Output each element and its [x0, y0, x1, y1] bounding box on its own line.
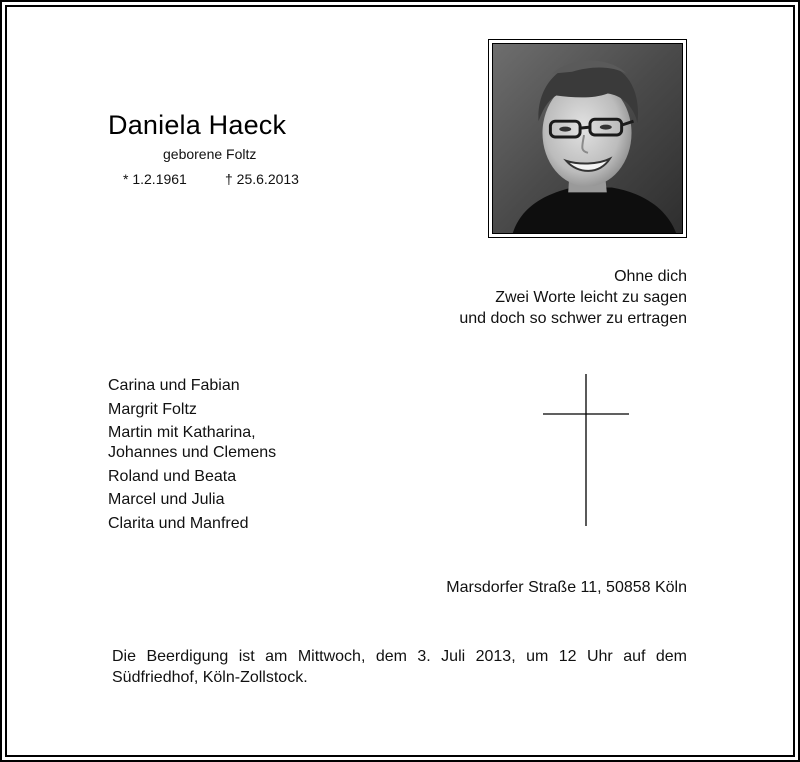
portrait-photo-frame — [488, 39, 687, 238]
mourner-entry: Johannes und Clemens — [108, 444, 277, 461]
death-date: † 25.6.2013 — [225, 171, 299, 187]
poem-line: und doch so schwer zu ertragen — [459, 310, 687, 327]
funeral-notice: Die Beerdigung ist am Mittwoch, dem 3. Juli 2013, um 12 Uhr auf dem Südfriedhof, Köln-Zollstock. — [112, 648, 687, 686]
poem — [459, 266, 687, 329]
mourner-entry: Clarita und Manfred — [108, 514, 249, 532]
mourner-entry: Margrit Foltz — [108, 400, 197, 418]
mourner-entry: Martin mit Katharina, — [108, 424, 256, 441]
deceased-name: Daniela Haeck — [108, 110, 287, 140]
birth-date: * 1.2.1961 — [123, 171, 187, 187]
mourners-list — [108, 376, 276, 537]
portrait-photo — [492, 43, 683, 234]
birth-name: geborene Foltz — [163, 146, 257, 162]
mourner-entry: Carina und Fabian — [108, 377, 240, 394]
latin-cross-icon — [540, 374, 632, 526]
mourner-entry: Marcel und Julia — [108, 491, 225, 508]
mourner-entry: Roland und Beata — [108, 467, 237, 485]
address: Marsdorfer Straße 11, 50858 Köln — [446, 579, 687, 596]
poem-line: Ohne dich — [614, 268, 687, 285]
poem-line: Zwei Worte leicht zu sagen — [495, 289, 687, 306]
